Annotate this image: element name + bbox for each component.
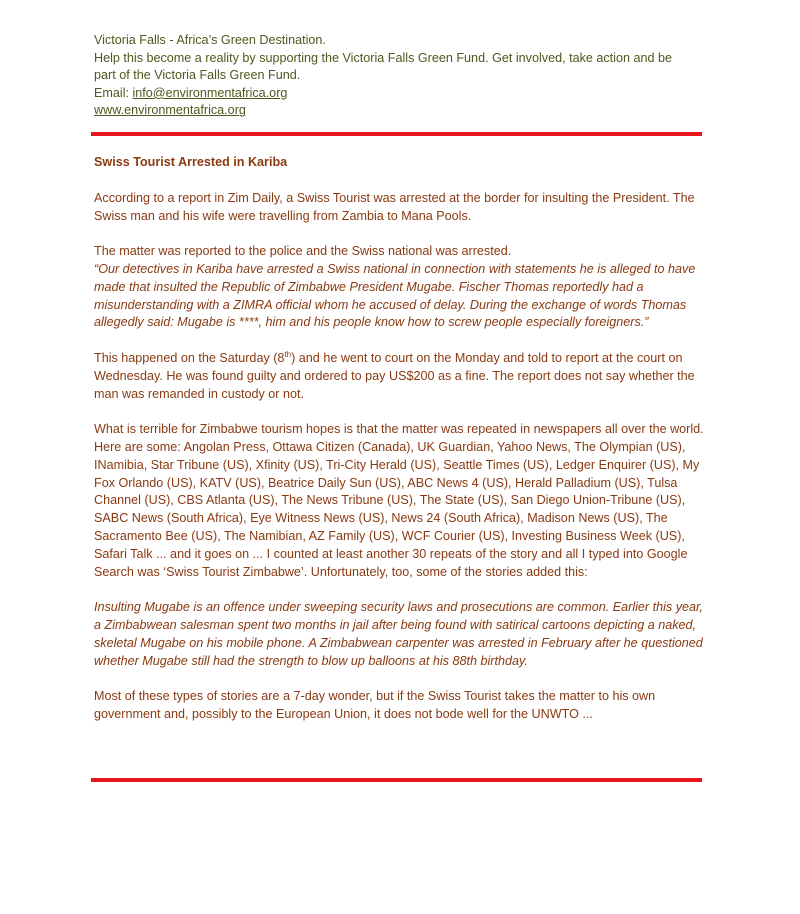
- intro-block: [94, 32, 714, 120]
- article: [94, 154, 710, 724]
- email-link[interactable]: info@environmentafrica.org: [132, 85, 288, 100]
- article-paragraph-5: Insulting Mugabe is an offence under sweeping security laws and prosecutions are common. Earlier this year, a Zimbabwean salesman spent two months in jail after being found with satirical cartoons depicting a naked, skeletal Mugabe on his mobile phone. A Zimbabwean carpenter was arrested in February after he questioned whether Mugabe still had the strength to blow up balloons at his 88th birthday.: [94, 600, 704, 668]
- article-headline: Swiss Tourist Arrested in Kariba: [94, 155, 288, 169]
- p3-after: ) and he went to court on the Monday and told to report at the court on Wednesday. He was found guilty and ordered to pay US$200 as a fine. The report does not say whether the man was remanded in custody or not.: [94, 350, 695, 401]
- p3-before: This happened on the Saturday (8: [94, 350, 285, 365]
- p3-ordinal: th: [284, 349, 292, 359]
- intro-appeal-line-2: part of the Victoria Falls Green Fund.: [94, 68, 301, 83]
- website-link[interactable]: www.environmentafrica.org: [94, 103, 246, 118]
- article-paragraph-2-lead: The matter was reported to the police and the Swiss national was arrested.: [94, 244, 512, 259]
- article-quote: “Our detectives in Kariba have arrested a Swiss national in connection with statements he is alleged to have made that insulted the Republic of Zimbabwe President Mugabe. Fischer Thomas reportedly had a misunderstanding with a ZIMRA official whom he accused of delay. During the exchange of words Thomas allegedly said: Mugabe is ****, him and his people know how to screw people especially foreigners.”: [94, 261, 696, 330]
- intro-tagline: Victoria Falls - Africa’s Green Destination.: [94, 33, 326, 47]
- article-paragraph-1: According to a report in Zim Daily, a Swiss Tourist was arrested at the border for insulting the President. The Swiss man and his wife were travelling from Zambia to Mana Pools.: [94, 190, 695, 223]
- article-paragraph-2: [94, 243, 710, 332]
- article-paragraph-4: What is terrible for Zimbabwe tourism hopes is that the matter was repeated in newspapers all over the world. Here are some: Angolan Press, Ottawa Citizen (Canada), UK Guardian, Yahoo News, The Olympian (US), INamibia, Star Tribune (US), Xfinity (US), Tri-City Herald (US), Seattle Times (US), Ledger Enquirer (US), My Fox Orlando (US), KATV (US), Beatrice Daily Sun (US), ABC News 4 (US), Herald Palladium (US), Tulsa Channel (US), CBS Atlanta (US), The News Tribune (US), The State (US), San Diego Union-Tribune (US), SABC News (South Africa), Eye Witness News (US), News 24 (South Africa), Madison News (US), The Sacramento Bee (US), The Namibian, AZ Family (US), WCF Courier (US), Investing Business Week (US), Safari Talk ... and it goes on ... I counted at least another 30 repeats of the story and all I typed into Google Search was ‘Swiss Tourist Zimbabwe’. Unfortunately, too, some of the stories added this:: [94, 422, 704, 579]
- intro-email-line: [94, 85, 714, 103]
- section-divider-bottom: [91, 778, 702, 782]
- intro-website-line: [94, 102, 714, 120]
- email-label: Email:: [94, 85, 133, 100]
- section-divider-top: [91, 132, 702, 136]
- article-paragraph-6: Most of these types of stories are a 7-day wonder, but if the Swiss Tourist takes the matter to his own government and, possibly to the European Union, it does not bode well for the UNWTO ...: [94, 689, 656, 721]
- intro-appeal-line: Help this become a reality by supporting the Victoria Falls Green Fund. Get involved, take action and be: [94, 50, 672, 65]
- article-paragraph-3: [94, 350, 710, 403]
